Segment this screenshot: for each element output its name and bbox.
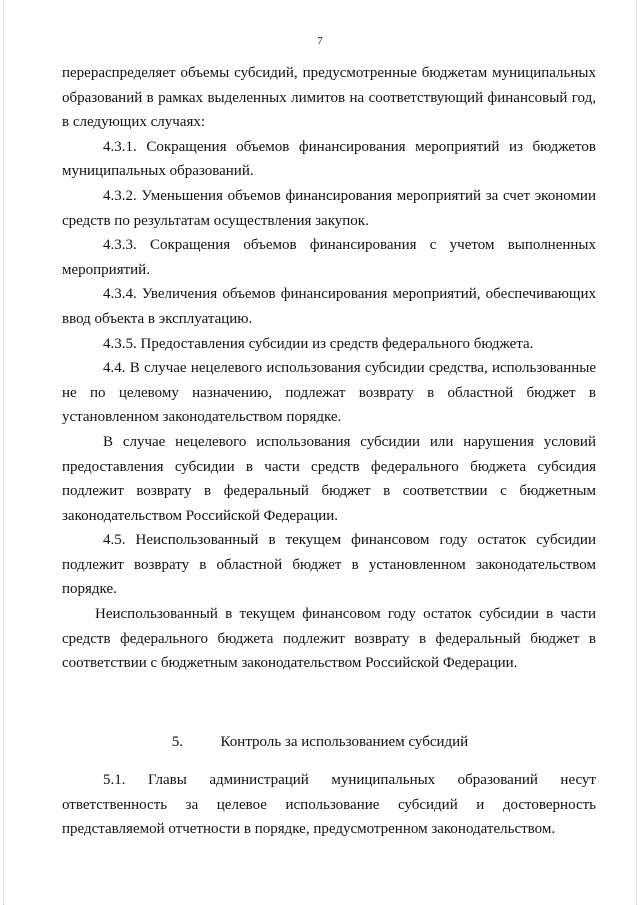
paragraph-intro: перераспределяет объемы субсидий, предусмотренные бюджетам муниципальных образований в рамках выделенных лимитов на соответствующий финансовый год, в следующих случаях: — [62, 65, 596, 131]
paragraph-5-1: 5.1. Главы администраций муниципальных образований несут ответственность за целевое использование субсидий и достоверность представляемой отчетности в порядке, предусмотренном законодательством. — [62, 772, 596, 838]
section-heading-number: 5. — [171, 734, 184, 750]
page-number: 7 — [317, 35, 323, 47]
paragraph-4-4-federal: В случае нецелевого использования субсидии или нарушения условий предоставления субсидии в части средств федерального бюджета субсидия подлежит возврату в федеральный бюджет в соответствии с бюджетным законодательством Российской Федерации. — [62, 433, 596, 524]
paragraph-4-4: 4.4. В случае нецелевого использования субсидии средства, использованные не по целевому назначению, подлежат возврату в областной бюджет в установленном законодательством порядке. — [62, 360, 596, 426]
paragraph-4-5-federal: Неиспользованный в текущем финансовом году остаток субсидии в части средств федерального бюджета подлежит возврату в федеральный бюджет в соответствии с бюджетным законодательством Российской Федерации. — [62, 606, 596, 672]
paragraph-4-3-5: 4.3.5. Предоставления субсидии из средств федерального бюджета. — [103, 335, 534, 352]
paragraph-4-3-2: 4.3.2. Уменьшения объемов финансирования мероприятий за счет экономии средств по результатам осуществления закупок. — [62, 187, 596, 229]
section-heading-title: Контроль за использованием субсидий — [220, 734, 469, 750]
paragraph-4-3-4: 4.3.4. Увеличения объемов финансирования мероприятий, обеспечивающих ввод объекта в эксплуатацию. — [62, 286, 596, 327]
paragraph-4-5: 4.5. Неиспользованный в текущем финансовом году остаток субсидии подлежит возврату в областной бюджет в установленном законодательством порядке. — [62, 532, 596, 598]
body-text-lower — [62, 768, 596, 842]
scan-edge-right — [636, 0, 637, 905]
paragraph-4-3-3: 4.3.3. Сокращения объемов финансирования с учетом выполненных мероприятий. — [62, 237, 596, 278]
paragraph-4-3-1: 4.3.1. Сокращения объемов финансирования мероприятий из бюджетов муниципальных образований. — [62, 138, 596, 180]
body-text-upper — [62, 61, 596, 676]
section-heading — [0, 730, 640, 754]
scan-edge-left — [3, 0, 4, 905]
